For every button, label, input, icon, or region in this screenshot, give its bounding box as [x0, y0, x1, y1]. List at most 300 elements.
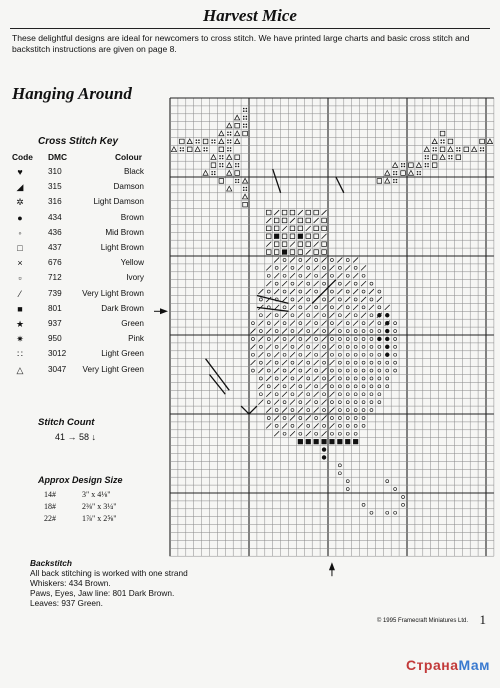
stitch-symbol — [259, 330, 262, 333]
stitch-symbol — [338, 314, 341, 317]
stitch-symbol — [307, 424, 310, 427]
stitch-symbol — [354, 432, 357, 435]
stitch-symbol — [180, 150, 182, 152]
stitch-symbol — [290, 273, 295, 278]
stitch-symbol — [346, 369, 349, 372]
stitch-symbol — [362, 353, 365, 356]
key-header-dmc: DMC — [48, 152, 68, 162]
stitch-symbol — [298, 344, 303, 349]
stitch-symbol — [362, 290, 365, 293]
stitch-symbol — [299, 274, 302, 277]
stitch-symbol — [408, 170, 413, 175]
key-symbol: ✷ — [16, 334, 24, 345]
stitch-symbol — [211, 171, 213, 173]
stitch-symbol — [307, 330, 310, 333]
stitch-symbol — [187, 139, 192, 144]
stitch-symbol — [266, 250, 271, 255]
stitch-symbol — [330, 274, 333, 277]
stitch-symbol — [323, 377, 326, 380]
stitch-symbol — [338, 298, 341, 301]
stitch-symbol — [483, 150, 485, 152]
stitch-symbol — [283, 385, 286, 388]
page-title: Harvest Mice — [203, 6, 297, 25]
stitch-symbol — [306, 352, 311, 357]
stitch-symbol — [378, 345, 381, 348]
stitch-symbol — [222, 155, 224, 157]
stitch-symbol — [298, 360, 303, 365]
stitch-symbol — [322, 455, 326, 459]
stitch-symbol — [306, 400, 311, 405]
key-symbol: ⁄ — [19, 288, 21, 299]
stitch-symbol — [267, 290, 270, 293]
stitch-symbol — [298, 439, 303, 444]
stitch-symbol — [299, 369, 302, 372]
stitch-symbol — [329, 439, 334, 444]
stitch-symbol — [306, 257, 311, 262]
stitch-symbol — [206, 150, 208, 152]
stitch-symbol — [487, 139, 492, 144]
stitch-symbol — [480, 139, 485, 144]
stitch-symbol — [393, 174, 395, 176]
stitch-symbol — [238, 166, 240, 168]
stitch-symbol — [274, 289, 279, 294]
stitch-symbol — [370, 353, 373, 356]
stitch-symbol — [291, 298, 294, 301]
stitch-symbol — [323, 298, 326, 301]
stitch-symbol — [251, 337, 254, 340]
stitch-symbol — [378, 393, 381, 396]
stitch-symbol — [259, 361, 262, 364]
stitch-symbol — [480, 147, 482, 149]
stitch-symbol — [266, 226, 271, 231]
key-dmc: 801 — [48, 303, 62, 313]
stitch-symbol — [283, 369, 286, 372]
stitch-symbol — [187, 147, 192, 152]
backstitch-title: Backstitch — [30, 558, 72, 568]
stitch-symbol — [396, 174, 398, 176]
backstitch-line: Paws, Eyes, Jaw line: 801 Dark Brown. — [30, 588, 175, 598]
stitch-symbol — [230, 131, 232, 133]
stitch-symbol — [354, 361, 357, 364]
stitch-symbol — [298, 376, 303, 381]
stitch-symbol — [401, 163, 403, 165]
stitch-symbol — [370, 361, 373, 364]
stitch-symbol — [211, 142, 213, 144]
stitch-symbol — [251, 369, 254, 372]
stitch-symbol — [394, 337, 397, 340]
stitch-symbol — [419, 174, 421, 176]
stitch-symbol — [246, 187, 248, 189]
stitch-symbol — [377, 297, 382, 302]
stitch-symbol — [282, 249, 287, 254]
stitch-symbol — [370, 511, 373, 514]
stitch-symbol — [346, 290, 349, 293]
stitch-symbol — [330, 369, 333, 372]
stitch-symbol — [378, 385, 381, 388]
stitch-symbol — [290, 257, 295, 262]
stitch-symbol — [275, 377, 278, 380]
stitch-symbol — [299, 385, 302, 388]
stitch-symbol — [362, 330, 365, 333]
stitch-symbol — [377, 179, 382, 184]
stitch-symbol — [377, 313, 381, 317]
stitch-symbol — [323, 409, 326, 412]
stitch-symbol — [283, 274, 286, 277]
stitch-symbol — [282, 210, 287, 215]
stitch-symbol — [322, 218, 327, 223]
stitch-symbol — [448, 158, 450, 160]
stitch-symbol — [299, 432, 302, 435]
stitch-symbol — [259, 314, 262, 317]
stitch-symbol — [298, 234, 303, 239]
stitch-symbol — [290, 218, 295, 223]
stitch-symbol — [196, 139, 198, 141]
stitch-symbol — [361, 281, 366, 286]
stitch-symbol — [338, 353, 341, 356]
stitch-symbol — [370, 369, 373, 372]
stitch-symbol — [315, 385, 318, 388]
stitch-symbol — [362, 377, 365, 380]
stitch-symbol — [385, 321, 389, 325]
backstitch-leaves — [273, 169, 344, 193]
stitch-symbol — [315, 416, 318, 419]
stitch-symbol — [298, 297, 303, 302]
key-colour: Pink — [128, 334, 144, 344]
stitch-symbol — [246, 110, 248, 112]
stitch-symbol — [258, 289, 263, 294]
stitch-symbol — [282, 281, 287, 286]
stitch-symbol — [417, 171, 419, 173]
stitch-symbol — [298, 242, 303, 247]
stitch-symbol — [266, 281, 271, 286]
stitch-symbol — [242, 178, 247, 183]
stitch-symbol — [267, 385, 270, 388]
stitch-symbol — [346, 416, 349, 419]
stitch-symbol — [314, 392, 319, 397]
stitch-symbol — [306, 250, 311, 255]
stitch-symbol — [283, 353, 286, 356]
stitch-symbol — [440, 131, 445, 136]
stitch-symbol — [456, 155, 461, 160]
stitch-symbol — [338, 385, 341, 388]
stitch-symbol — [393, 163, 398, 168]
stitch-symbol — [282, 423, 287, 428]
stitch-symbol — [266, 210, 271, 215]
stitch-symbol — [251, 322, 254, 325]
stitch-symbol — [386, 511, 389, 514]
stitch-symbol — [306, 273, 311, 278]
stitch-symbol — [346, 424, 349, 427]
stitch-symbol — [306, 336, 311, 341]
stitch-symbol — [338, 416, 341, 419]
stitch-symbol — [246, 108, 248, 110]
stitch-count-value: 41 → 58 ↓ — [55, 432, 97, 442]
stitch-symbol — [354, 266, 357, 269]
stitch-symbol — [330, 258, 333, 261]
stitch-symbol — [394, 345, 397, 348]
stitch-symbol — [230, 134, 232, 136]
stitch-symbol — [338, 361, 341, 364]
key-header-code: Code — [12, 152, 33, 162]
stitch-symbol — [258, 321, 263, 326]
stitch-symbol — [394, 353, 397, 356]
stitch-symbol — [243, 187, 245, 189]
stitch-symbol — [235, 181, 237, 183]
stitch-symbol — [298, 392, 303, 397]
stitch-symbol — [258, 336, 263, 341]
stitch-symbol — [354, 345, 357, 348]
stitch-symbol — [238, 179, 240, 181]
stitch-symbol — [362, 503, 365, 506]
stitch-symbol — [290, 415, 295, 420]
stitch-symbol — [291, 314, 294, 317]
stitch-symbol — [322, 321, 327, 326]
stitch-symbol — [291, 424, 294, 427]
stitch-symbol — [267, 322, 270, 325]
stitch-symbol — [290, 336, 295, 341]
key-dmc: 436 — [48, 227, 62, 237]
stitch-symbol — [195, 147, 200, 152]
stitch-symbol — [219, 155, 221, 157]
key-symbol: ♥ — [17, 167, 23, 177]
stitch-symbol — [242, 194, 247, 199]
stitch-symbol — [370, 337, 373, 340]
stitch-symbol — [416, 163, 421, 168]
stitch-symbol — [385, 345, 389, 349]
stitch-symbol — [290, 305, 295, 310]
stitch-symbol — [329, 329, 334, 334]
design-size-value: 2⅜" x 3¼" — [82, 502, 117, 511]
stitch-symbol — [393, 179, 395, 181]
key-dmc: 950 — [48, 334, 62, 344]
stitch-symbol — [306, 289, 311, 294]
stitch-symbol — [346, 361, 349, 364]
design-size-title: Approx Design Size — [38, 475, 123, 485]
stitch-symbol — [290, 226, 295, 231]
stitch-symbol — [267, 337, 270, 340]
stitch-symbol — [214, 139, 216, 141]
stitch-symbol — [196, 142, 198, 144]
stitch-symbol — [282, 408, 287, 413]
stitch-symbol — [345, 297, 350, 302]
stitch-symbol — [282, 313, 287, 318]
stitch-symbol — [451, 158, 453, 160]
stitch-symbol — [394, 369, 397, 372]
stitch-symbol — [227, 123, 232, 128]
stitch-symbol — [322, 257, 327, 262]
stitch-symbol — [378, 401, 381, 404]
stitch-symbol — [424, 147, 429, 152]
stitch-symbol — [314, 242, 319, 247]
stitch-symbol — [274, 400, 279, 405]
stitch-symbol — [322, 384, 327, 389]
stitch-symbol — [299, 306, 302, 309]
stitch-symbol — [337, 257, 342, 262]
stitch-symbol — [378, 290, 381, 293]
stitch-symbol — [385, 337, 389, 341]
stitch-symbol — [338, 393, 341, 396]
stitch-symbol — [290, 289, 295, 294]
stitch-symbol — [404, 166, 406, 168]
stitch-symbol — [307, 377, 310, 380]
stitch-symbol — [448, 139, 453, 144]
stitch-symbol — [370, 298, 373, 301]
stitch-symbol — [323, 345, 326, 348]
key-colour: Black — [123, 167, 144, 176]
stitch-symbol — [338, 472, 341, 475]
stitch-symbol — [369, 305, 374, 310]
stitch-symbol — [219, 147, 224, 152]
stitch-symbol — [235, 131, 240, 136]
stitch-symbol — [227, 186, 232, 191]
stitch-symbol — [353, 289, 358, 294]
stitch-symbol — [354, 393, 357, 396]
key-symbol: ◢ — [16, 182, 24, 193]
stitch-symbol — [394, 511, 397, 514]
stitch-symbol — [227, 142, 229, 144]
stitch-symbol — [337, 439, 342, 444]
stitch-symbol — [314, 439, 319, 444]
stitch-symbol — [214, 174, 216, 176]
stitch-symbol — [290, 210, 295, 215]
stitch-symbol — [307, 266, 310, 269]
stitch-symbol — [443, 142, 445, 144]
stitch-symbol — [283, 416, 286, 419]
stitch-symbol — [291, 361, 294, 364]
stitch-symbol — [291, 266, 294, 269]
stitch-symbol — [370, 314, 373, 317]
stitch-symbol — [182, 150, 184, 152]
stitch-symbol — [266, 265, 271, 270]
stitch-symbol — [180, 139, 185, 144]
stitch-symbol — [267, 401, 270, 404]
stitch-symbol — [306, 431, 311, 436]
key-colour: Damson — [113, 182, 144, 192]
stitch-symbol — [259, 298, 262, 301]
stitch-symbol — [235, 155, 240, 160]
stitch-symbol — [282, 242, 287, 247]
stitch-symbol — [346, 393, 349, 396]
key-symbol: × — [17, 258, 23, 269]
stitch-symbol — [370, 409, 373, 412]
key-symbol: ▫ — [18, 273, 22, 284]
stitch-symbol — [251, 353, 254, 356]
stitch-symbol — [354, 337, 357, 340]
stitch-symbol — [214, 171, 216, 173]
stitch-symbol — [440, 155, 445, 160]
key-colour: Brown — [120, 212, 144, 222]
stitch-symbol — [378, 353, 381, 356]
stitch-symbol — [274, 250, 279, 255]
stitch-symbol — [299, 401, 302, 404]
stitch-symbol — [346, 274, 349, 277]
stitch-symbol — [330, 306, 333, 309]
stitch-symbol — [322, 431, 327, 436]
stitch-symbol — [337, 273, 342, 278]
section-title: Hanging Around — [12, 84, 132, 103]
page-number: 1 — [479, 612, 486, 627]
stitch-symbol — [243, 126, 245, 128]
design-size-count: 14# — [44, 490, 56, 499]
stitch-symbol — [235, 179, 237, 181]
stitch-symbol — [274, 242, 279, 247]
stitch-symbol — [393, 171, 395, 173]
stitch-symbol — [283, 290, 286, 293]
stitch-symbol — [235, 123, 240, 128]
stitch-symbol — [386, 369, 389, 372]
stitch-symbol — [290, 400, 295, 405]
stitch-symbol — [385, 313, 389, 317]
stitch-symbol — [448, 155, 450, 157]
key-dmc: 676 — [48, 258, 62, 268]
stitch-symbol — [290, 250, 295, 255]
stitch-symbol — [440, 139, 442, 141]
stitch-symbol — [370, 345, 373, 348]
stitch-symbol — [329, 423, 334, 428]
stitch-symbol — [222, 158, 224, 160]
stitch-symbol — [330, 385, 333, 388]
stitch-symbol — [315, 353, 318, 356]
stitch-symbol — [427, 166, 429, 168]
stitch-symbol — [274, 336, 279, 341]
stitch-symbol — [315, 401, 318, 404]
stitch-symbol — [354, 416, 357, 419]
stitch-symbol — [329, 360, 334, 365]
stitch-symbol — [315, 258, 318, 261]
stitch-symbol — [206, 147, 208, 149]
stitch-symbol — [274, 352, 279, 357]
design-size-count: 22# — [44, 514, 56, 523]
stitch-symbol — [354, 369, 357, 372]
stitch-symbol — [394, 488, 397, 491]
stitch-symbol — [230, 139, 232, 141]
stitch-symbol — [345, 313, 350, 318]
stitch-symbol — [259, 393, 262, 396]
stitch-symbol — [291, 409, 294, 412]
stitch-symbol — [243, 108, 245, 110]
stitch-symbol — [419, 171, 421, 173]
stitch-symbol — [330, 337, 333, 340]
watermark-part-1: Страна — [405, 657, 459, 673]
key-colour: Very Light Brown — [82, 288, 144, 298]
stitch-symbol — [330, 353, 333, 356]
stitch-symbol — [354, 314, 357, 317]
stitch-symbol — [275, 409, 278, 412]
stitch-symbol — [483, 147, 485, 149]
stitch-symbol — [171, 147, 176, 152]
stitch-symbol — [472, 147, 477, 152]
stitch-symbol — [291, 393, 294, 396]
stitch-symbol — [443, 139, 445, 141]
stitch-symbol — [298, 218, 303, 223]
stitch-symbol — [219, 139, 224, 144]
stitch-symbol — [370, 330, 373, 333]
stitch-symbol — [386, 385, 389, 388]
stitch-symbol — [329, 392, 334, 397]
stitch-symbol — [275, 361, 278, 364]
stitch-symbol — [385, 305, 390, 310]
stitch-symbol — [291, 377, 294, 380]
stitch-symbol — [394, 322, 397, 325]
stitch-symbol — [275, 282, 278, 285]
key-colour: Mid Brown — [105, 227, 144, 237]
stitch-symbol — [432, 139, 437, 144]
stitch-symbol — [227, 155, 232, 160]
stitch-symbol — [266, 392, 271, 397]
stitch-symbol — [404, 163, 406, 165]
stitch-symbol — [362, 361, 365, 364]
stitch-symbol — [385, 178, 390, 183]
